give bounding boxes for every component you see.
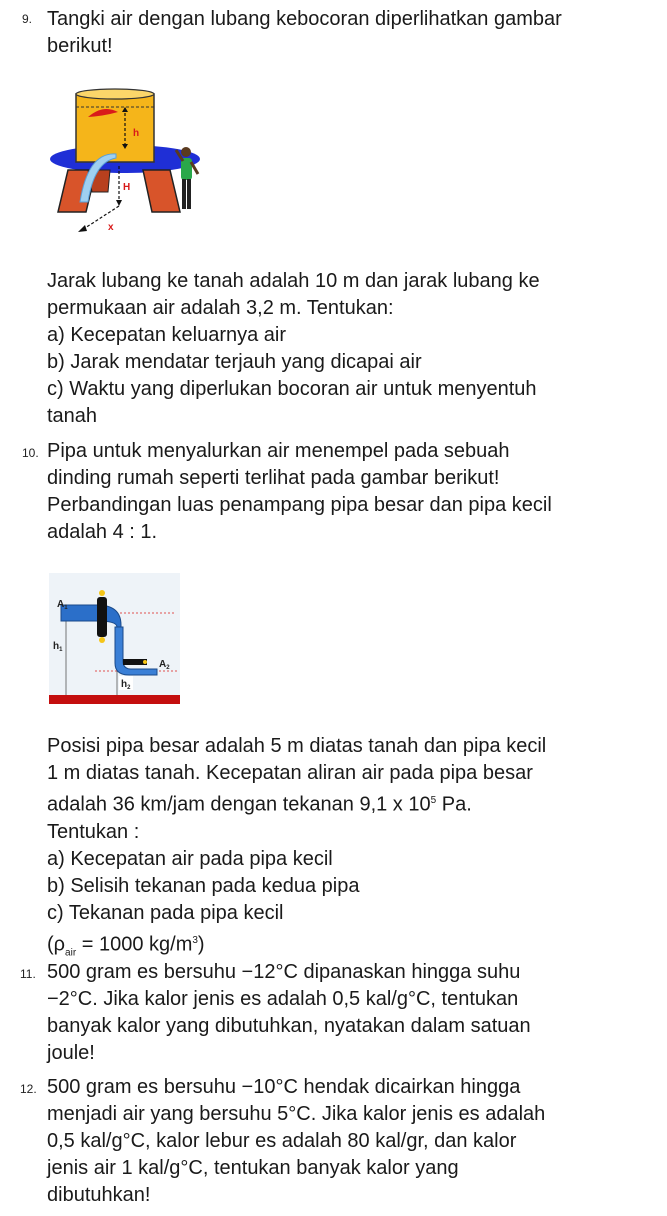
tank-body — [76, 94, 154, 162]
text-line: permukaan air adalah 3,2 m. Tentukan: — [47, 297, 394, 319]
bolt-icon — [99, 590, 105, 596]
text-line: −2°C. Jika kalor jenis es adalah 0,5 kal/g°C, tentukan — [47, 988, 519, 1010]
label-h2: $h_2$ — [121, 679, 131, 691]
text-line: Tangki air dengan lubang kebocoran diperlihatkan gambar — [47, 8, 562, 30]
question-body — [47, 268, 647, 430]
text-line: c) Tekanan pada pipa kecil — [47, 901, 284, 924]
label-A1: $A_1$ — [57, 599, 68, 611]
pressure-unit: Pa. — [436, 793, 472, 816]
text-line: c) Waktu yang diperlukan bocoran air untuk menyentuh — [47, 378, 537, 400]
text-line: a) Kecepatan keluarnya air — [47, 324, 287, 346]
text-line: Posisi pipa besar adalah 5 m diatas tanah dan pipa kecil — [47, 735, 547, 757]
density-close: ) — [197, 933, 205, 956]
leaking-tank-figure — [48, 82, 218, 242]
text-line: b) Selisih tekanan pada kedua pipa — [47, 874, 360, 897]
text-line: b) Jarak mendatar terjauh yang dicapai air — [47, 351, 422, 373]
tank-leg — [143, 170, 180, 212]
text-line: dinding rumah seperti terlihat pada gambar berikut! — [47, 467, 500, 489]
text-line: Tentukan : — [47, 820, 140, 843]
text-line: menjadi air yang bersuhu 5°C. Jika kalor jenis es adalah — [47, 1103, 546, 1125]
density-exponent: 3 — [192, 934, 198, 946]
density-subscript: air — [65, 947, 77, 959]
question-intro — [47, 6, 647, 60]
pressure-text: adalah 36 km/jam dengan tekanan 9,1 x 10 — [47, 793, 431, 816]
label-x: x — [108, 222, 114, 233]
bolt-icon — [99, 637, 105, 643]
text-line: 1 m diatas tanah. Kecepatan aliran air pada pipa besar — [47, 762, 533, 784]
text-line — [47, 787, 647, 819]
label-h: h — [133, 128, 140, 139]
pipe-clamp — [97, 597, 107, 637]
text-line: jenis air 1 kal/g°C, tentukan banyak kalor yang — [47, 1157, 459, 1179]
arrow-icon — [78, 225, 87, 232]
ground — [49, 695, 180, 704]
question-body — [47, 733, 647, 966]
label-h1: $h_1$ — [53, 641, 63, 653]
question-body — [47, 959, 647, 1067]
text-line: banyak kalor yang dibutuhkan, nyatakan dalam satuan — [47, 1015, 531, 1037]
question-number: 12. — [20, 1082, 37, 1096]
pressure-exponent: 5 — [430, 795, 437, 806]
label-H: H — [123, 182, 131, 193]
bolt-icon — [143, 660, 147, 664]
text-line: a) Kecepatan air pada pipa kecil — [47, 847, 333, 870]
density-value: = 1000 kg/m — [76, 933, 193, 956]
text-line: Jarak lubang ke tanah adalah 10 m dan jarak lubang ke — [47, 270, 540, 292]
text-line: dibutuhkan! — [47, 1184, 151, 1206]
text-line: Pipa untuk menyalurkan air menempel pada sebuah — [47, 440, 510, 462]
question-body — [47, 1074, 647, 1209]
text-line: Perbandingan luas penampang pipa besar dan pipa kecil — [47, 494, 552, 516]
question-number: 10. — [22, 446, 39, 460]
text-line: 0,5 kal/g°C, kalor lebur es adalah 80 kal/gr, dan kalor — [47, 1130, 517, 1152]
density-open: (ρ — [47, 933, 66, 956]
text-line: berikut! — [47, 35, 113, 57]
question-intro — [47, 438, 647, 546]
question-number: 11. — [20, 967, 36, 981]
text-line: tanah — [47, 405, 98, 427]
label-A2: $A_2$ — [159, 659, 170, 671]
question-number: 9. — [22, 12, 33, 26]
arrow-icon — [116, 200, 122, 206]
text-line: 500 gram es bersuhu −10°C hendak dicairkan hingga — [47, 1076, 521, 1098]
text-line: 500 gram es bersuhu −12°C dipanaskan hingga suhu — [47, 961, 521, 983]
tank-top — [76, 89, 154, 99]
pipe-figure — [49, 573, 180, 704]
text-line: joule! — [47, 1042, 95, 1064]
text-line: adalah 4 : 1. — [47, 521, 158, 543]
